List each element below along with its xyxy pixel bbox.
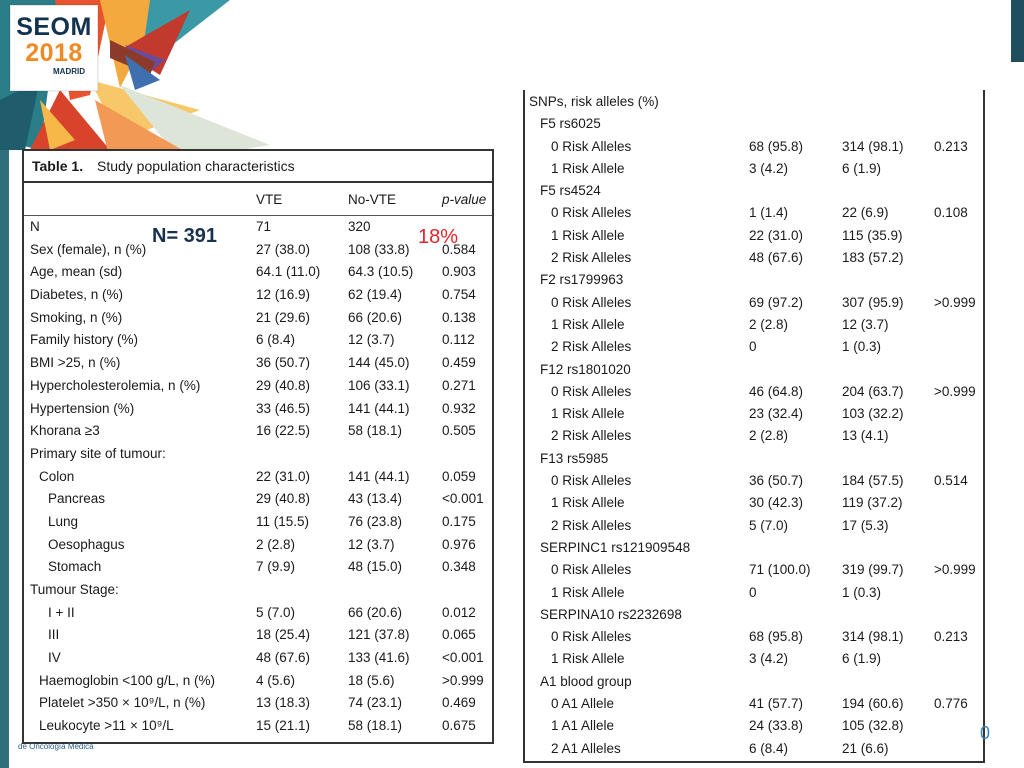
table-row [525, 158, 983, 180]
cell-pvalue: 0.514 [934, 473, 968, 489]
table-row [525, 180, 983, 202]
cell-vte: 2 (2.8) [749, 428, 789, 444]
table-row [525, 91, 983, 113]
row-label: 1 Risk Allele [551, 160, 625, 176]
row-label: I + II [48, 604, 75, 620]
table-caption [24, 151, 492, 183]
table-caption-title: Study population characteristics [96, 158, 295, 174]
row-label: 1 Risk Allele [551, 316, 625, 332]
row-label: Family history (%) [30, 332, 139, 348]
row-label: Sex (female), n (%) [30, 241, 147, 257]
cell-novte: 12 (3.7) [348, 536, 395, 552]
cell-pvalue: 0.108 [934, 205, 968, 221]
cell-vte: 30 (42.3) [749, 495, 804, 511]
table-row [525, 470, 983, 492]
table-row [525, 492, 983, 514]
table-row [24, 715, 492, 738]
table-row [24, 556, 492, 579]
cell-vte: 71 (100.0) [749, 562, 811, 578]
cell-pvalue: 0.348 [442, 559, 476, 575]
table-row [525, 425, 983, 447]
table-column-headers [24, 183, 492, 216]
table-row [525, 515, 983, 537]
row-label: 1 Risk Allele [551, 651, 625, 667]
cell-pvalue: >0.999 [442, 672, 484, 688]
slide-number: 0 [980, 723, 991, 743]
cell-novte: 105 (32.8) [842, 718, 904, 734]
cell-pvalue: 0.469 [442, 695, 476, 711]
cell-novte: 58 (18.1) [348, 423, 403, 439]
cell-novte: 103 (32.2) [842, 406, 904, 422]
cell-vte: 4 (5.6) [256, 672, 296, 688]
cell-pvalue: 0.584 [442, 241, 476, 257]
cell-pvalue: 0.213 [934, 138, 968, 154]
cell-novte: 74 (23.1) [348, 695, 403, 711]
cell-vte: 7 (9.9) [256, 559, 296, 575]
logo-text-seom: SEOM [16, 13, 92, 41]
cell-vte: 64.1 (11.0) [256, 264, 321, 280]
cell-vte: 0 [749, 339, 757, 355]
row-label: 1 Risk Allele [551, 406, 625, 422]
cell-pvalue: 0.776 [934, 696, 968, 712]
row-label: Primary site of tumour: [30, 445, 166, 461]
cell-novte: 66 (20.6) [348, 604, 403, 620]
column-header-pvalue: p-value [442, 192, 487, 207]
cell-novte: 141 (44.1) [348, 468, 410, 484]
cell-vte: 2 (2.8) [749, 316, 789, 332]
cell-pvalue: 0.932 [442, 400, 476, 416]
logo-text-city: MADRID [53, 67, 85, 76]
cell-novte: 1 (0.3) [842, 339, 882, 355]
row-label: Hypertension (%) [30, 400, 135, 416]
cell-pvalue: 0.213 [934, 629, 968, 645]
logo-text-year: 2018 [25, 39, 83, 67]
cell-pvalue: 0.505 [442, 423, 476, 439]
row-label: III [48, 627, 60, 643]
table-row [525, 225, 983, 247]
table-row [525, 604, 983, 626]
row-label: 2 Risk Alleles [551, 428, 632, 444]
table-snps-risk-alleles [523, 90, 985, 763]
cell-novte: 184 (57.5) [842, 473, 904, 489]
row-label: Smoking, n (%) [30, 309, 123, 325]
row-label: 1 Risk Allele [551, 495, 625, 511]
table-row [24, 602, 492, 625]
cell-pvalue: 0.976 [442, 536, 476, 552]
cell-novte: 6 (1.9) [842, 160, 882, 176]
table-row [525, 626, 983, 648]
cell-novte: 12 (3.7) [348, 332, 395, 348]
cell-novte: 18 (5.6) [348, 672, 395, 688]
cell-vte: 3 (4.2) [749, 160, 789, 176]
row-label: Tumour Stage: [30, 582, 119, 597]
table-row [24, 692, 492, 715]
cell-vte: 41 (57.7) [749, 696, 804, 712]
cell-pvalue: 0.903 [442, 264, 476, 280]
cell-vte: 22 (31.0) [749, 227, 804, 243]
cell-pvalue: 0.175 [442, 513, 476, 529]
row-label: SNPs, risk alleles (%) [529, 94, 659, 109]
table-row [525, 292, 983, 314]
row-label: 0 Risk Alleles [551, 205, 632, 221]
cell-novte: 314 (98.1) [842, 138, 904, 154]
row-label: F5 rs4524 [540, 183, 601, 199]
column-header-novte: No-VTE [348, 192, 397, 207]
table-row [24, 284, 492, 307]
row-label: Colon [39, 468, 75, 484]
cell-novte: 22 (6.9) [842, 205, 889, 221]
cell-novte: 76 (23.8) [348, 513, 403, 529]
cell-vte: 29 (40.8) [256, 377, 311, 393]
table-row [525, 448, 983, 470]
cell-vte: 69 (97.2) [749, 294, 804, 310]
row-label: F5 rs6025 [540, 116, 601, 132]
cell-pvalue: 0.271 [442, 377, 476, 393]
cell-novte: 141 (44.1) [348, 400, 410, 416]
cell-vte: 12 (16.9) [256, 287, 311, 303]
cell-novte: 183 (57.2) [842, 250, 904, 266]
cell-vte: 0 [749, 584, 757, 600]
row-label: SERPINC1 rs121909548 [540, 539, 691, 555]
cell-vte: 21 (29.6) [256, 309, 311, 325]
row-label: Platelet >350 × 10⁹/L, n (%) [39, 695, 206, 711]
table-row [525, 314, 983, 336]
table-caption-label: Table 1. [32, 158, 84, 174]
table-row [525, 648, 983, 670]
table-row [525, 247, 983, 269]
cell-vte: 5 (7.0) [749, 517, 789, 533]
cell-novte: 1 (0.3) [842, 584, 882, 600]
cell-novte: 58 (18.1) [348, 718, 403, 734]
row-label: 2 A1 Alleles [551, 740, 621, 756]
cell-pvalue: >0.999 [934, 294, 976, 310]
cell-pvalue: 0.112 [442, 332, 475, 348]
row-label: 2 Risk Alleles [551, 250, 632, 266]
right-edge-tab [1011, 0, 1024, 62]
table-row [525, 381, 983, 403]
cell-vte: 6 (8.4) [749, 740, 789, 756]
cell-vte: 33 (46.5) [256, 400, 311, 416]
row-label: F2 rs1799963 [540, 272, 624, 288]
row-label: 0 Risk Alleles [551, 629, 632, 645]
table-row [24, 579, 492, 602]
cell-novte: 115 (35.9) [842, 227, 903, 243]
row-label: Leukocyte >11 × 10⁹/L [39, 718, 174, 734]
cell-novte: 108 (33.8) [348, 241, 410, 257]
row-label: 1 A1 Allele [551, 718, 615, 734]
cell-novte: 320 [348, 219, 371, 234]
table-row [525, 403, 983, 425]
cell-pvalue: 0.754 [442, 287, 476, 303]
row-label: 0 Risk Alleles [551, 383, 632, 399]
cell-novte: 144 (45.0) [348, 355, 410, 371]
row-label: 2 Risk Alleles [551, 517, 632, 533]
table-row [24, 511, 492, 534]
cell-novte: 12 (3.7) [842, 316, 889, 332]
cell-vte: 2 (2.8) [256, 536, 296, 552]
table-row [525, 537, 983, 559]
table-row [24, 420, 492, 443]
table-row [24, 352, 492, 375]
cell-novte: 106 (33.1) [348, 377, 410, 393]
cell-pvalue: 0.065 [442, 627, 476, 643]
cell-vte: 1 (1.4) [749, 205, 789, 221]
row-label: Haemoglobin <100 g/L, n (%) [39, 672, 215, 688]
row-label: IV [48, 650, 61, 666]
cell-vte: 36 (50.7) [749, 473, 804, 489]
table-row [24, 670, 492, 693]
left-accent-rail [0, 150, 9, 768]
cell-vte: 22 (31.0) [256, 468, 311, 484]
row-label: 1 Risk Allele [551, 584, 625, 600]
row-label: N [30, 219, 40, 234]
cell-vte: 68 (95.8) [749, 138, 804, 154]
cell-vte: 36 (50.7) [256, 355, 311, 371]
seom-logo [10, 5, 98, 91]
vte-percent-annotation: 18% [418, 226, 459, 248]
cell-vte: 48 (67.6) [256, 650, 311, 666]
cell-novte: 6 (1.9) [842, 651, 882, 667]
cell-pvalue: <0.001 [442, 650, 484, 666]
cell-vte: 27 (38.0) [256, 241, 311, 257]
table-row [525, 559, 983, 581]
cell-pvalue: 0.059 [442, 468, 476, 484]
table-row [525, 269, 983, 291]
cell-vte: 11 (15.5) [256, 513, 310, 529]
row-label: SERPINA10 rs2232698 [540, 606, 682, 622]
row-label: BMI >25, n (%) [30, 355, 121, 371]
cell-vte: 13 (18.3) [256, 695, 311, 711]
table-row [525, 113, 983, 135]
cell-pvalue: 0.012 [442, 604, 476, 620]
table-row [24, 307, 492, 330]
cell-pvalue: 0.675 [442, 718, 476, 734]
row-label: 2 Risk Alleles [551, 339, 632, 355]
row-label: 0 Risk Alleles [551, 562, 632, 578]
cell-novte: 21 (6.6) [842, 740, 889, 756]
cell-novte: 62 (19.4) [348, 287, 403, 303]
row-label: 0 Risk Alleles [551, 473, 632, 489]
conference-banner [0, 0, 330, 160]
cell-vte: 71 [256, 219, 272, 234]
table-row [525, 738, 983, 760]
cell-vte: 48 (67.6) [749, 250, 804, 266]
row-label: Lung [48, 513, 79, 529]
cell-novte: 319 (99.7) [842, 562, 904, 578]
table-row [24, 329, 492, 352]
table-row [525, 715, 983, 737]
footer-society-text: de Oncología Médica [18, 742, 94, 751]
row-label: Khorana ≥3 [30, 423, 100, 439]
cell-vte: 46 (64.8) [749, 383, 804, 399]
cell-vte: 23 (32.4) [749, 406, 804, 422]
cell-pvalue: >0.999 [934, 562, 976, 578]
cell-vte: 5 (7.0) [256, 604, 296, 620]
cell-novte: 133 (41.6) [348, 650, 410, 666]
cell-pvalue: >0.999 [934, 383, 976, 399]
table-row [525, 136, 983, 158]
row-label: F12 rs1801020 [540, 361, 631, 377]
table-row [525, 336, 983, 358]
row-label: F13 rs5985 [540, 450, 609, 466]
cell-novte: 64.3 (10.5) [348, 264, 414, 280]
table-row [24, 443, 492, 466]
cell-vte: 24 (33.8) [749, 718, 804, 734]
table-row [24, 375, 492, 398]
row-label: A1 blood group [540, 673, 632, 689]
cell-novte: 48 (15.0) [348, 559, 403, 575]
column-header-vte: VTE [256, 192, 283, 207]
row-label: Pancreas [48, 491, 106, 507]
cell-novte: 13 (4.1) [842, 428, 889, 444]
cell-vte: 3 (4.2) [749, 651, 789, 667]
table-row [24, 261, 492, 284]
table-row [24, 488, 492, 511]
table-row [525, 202, 983, 224]
row-label: Stomach [48, 559, 102, 575]
cell-vte: 29 (40.8) [256, 491, 311, 507]
table-row [24, 398, 492, 421]
cell-novte: 314 (98.1) [842, 629, 904, 645]
cell-novte: 43 (13.4) [348, 491, 403, 507]
table-row [24, 466, 492, 489]
table-row [24, 534, 492, 557]
table-row [525, 359, 983, 381]
cell-pvalue: 0.138 [442, 309, 476, 325]
row-label: 1 Risk Allele [551, 227, 625, 243]
row-label: Hypercholesterolemia, n (%) [30, 377, 201, 393]
cell-vte: 15 (21.1) [256, 718, 311, 734]
cell-vte: 68 (95.8) [749, 629, 804, 645]
cell-novte: 121 (37.8) [348, 627, 410, 643]
row-label: Oesophagus [48, 536, 125, 552]
cell-novte: 66 (20.6) [348, 309, 403, 325]
cell-novte: 204 (63.7) [842, 383, 904, 399]
cell-pvalue: 0.459 [442, 355, 476, 371]
table-row [24, 624, 492, 647]
table-row [24, 647, 492, 670]
cell-vte: 18 (25.4) [256, 627, 311, 643]
row-label: Diabetes, n (%) [30, 287, 124, 303]
cell-novte: 194 (60.6) [842, 696, 904, 712]
cell-vte: 6 (8.4) [256, 332, 296, 348]
cell-novte: 307 (95.9) [842, 294, 904, 310]
cell-novte: 119 (37.2) [842, 495, 903, 511]
table-row [525, 582, 983, 604]
table-body [24, 216, 492, 738]
snp-table-body [525, 91, 983, 760]
cell-pvalue: <0.001 [442, 491, 484, 507]
table-row [525, 671, 983, 693]
row-label: 0 Risk Alleles [551, 294, 632, 310]
row-label: 0 Risk Alleles [551, 138, 632, 154]
cell-vte: 16 (22.5) [256, 423, 311, 439]
row-label: Age, mean (sd) [30, 264, 123, 280]
table-row [525, 693, 983, 715]
total-n-annotation: N= 391 [152, 225, 218, 247]
cell-novte: 17 (5.3) [842, 517, 889, 533]
row-label: 0 A1 Allele [551, 696, 615, 712]
